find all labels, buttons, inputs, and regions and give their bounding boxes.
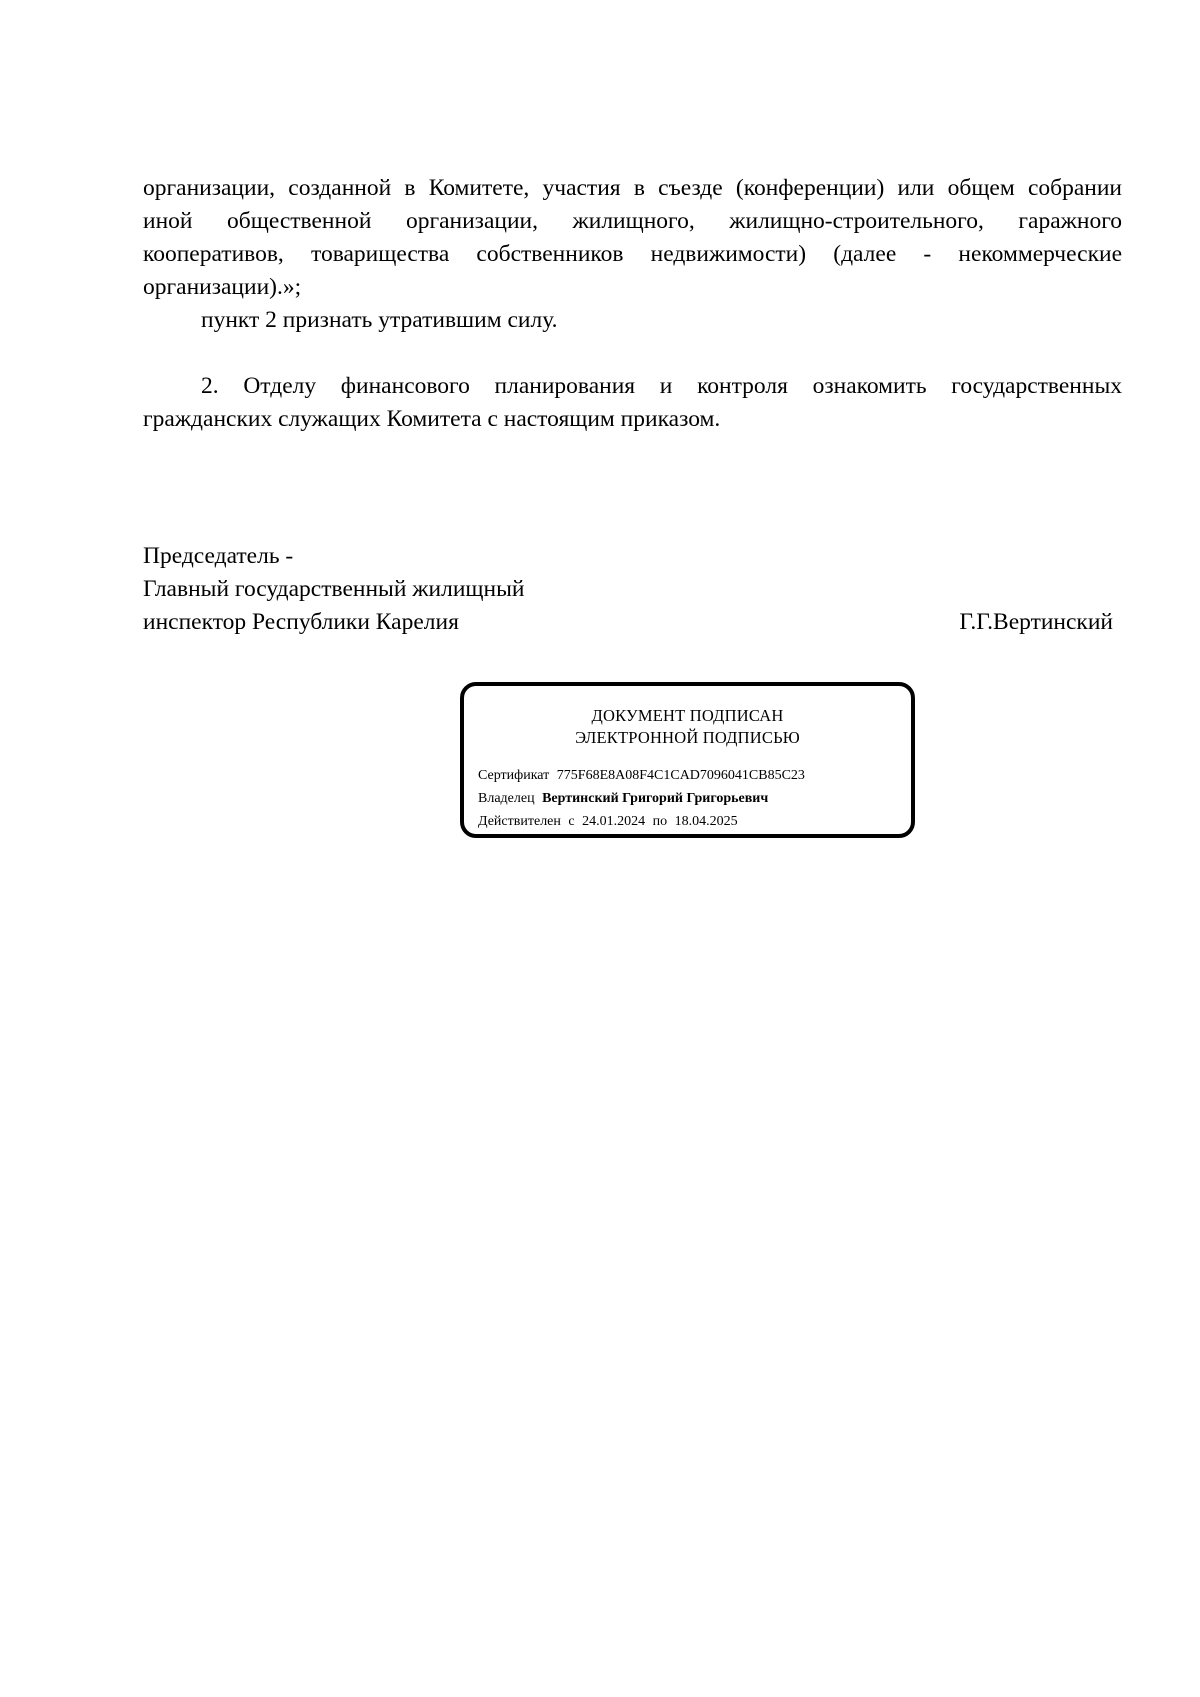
owner-label: Владелец xyxy=(478,791,535,806)
stamp-details xyxy=(478,764,805,833)
text-line: 2. Отделу финансового планирования и контроля ознакомить государственных xyxy=(201,373,1122,399)
signer-position-line: инспектор Республики Карелия xyxy=(143,609,459,635)
certificate-value: 775F68E8A08F4C1CAD7096041CB85C23 xyxy=(556,768,805,783)
signer-name: Г.Г.Вертинский xyxy=(959,609,1113,635)
stamp-heading-line: ДОКУМЕНТ ПОДПИСАН xyxy=(591,706,784,725)
validity-from: 24.01.2024 xyxy=(582,814,646,829)
text-line: гражданских служащих Комитета с настоящим приказом. xyxy=(143,406,721,432)
paragraph-item-2 xyxy=(143,370,1122,436)
signature-block xyxy=(143,540,1113,639)
text-line: организации).»; xyxy=(143,274,302,300)
text-line: организации, созданной в Комитете, участия в съезде (конференции) или общем собрании xyxy=(143,175,1122,201)
signer-position-line: Председатель - xyxy=(143,543,294,569)
signer-position-line: Главный государственный жилищный xyxy=(143,576,525,602)
certificate-row xyxy=(478,764,805,787)
validity-from-label: с xyxy=(568,814,575,829)
owner-row xyxy=(478,787,805,810)
paragraph-continuation xyxy=(143,172,1122,304)
text-line: кооперативов, товарищества собственников недвижимости) (далее - некоммерческие xyxy=(143,241,1122,267)
owner-value: Вертинский Григорий Григорьевич xyxy=(542,791,769,806)
electronic-signature-stamp xyxy=(460,682,915,838)
validity-label: Действителен xyxy=(478,814,561,829)
paragraph-point-2: пункт 2 признать утратившим силу. xyxy=(201,307,558,333)
validity-to-label: по xyxy=(652,814,668,829)
validity-to: 18.04.2025 xyxy=(674,814,738,829)
certificate-label: Сертификат xyxy=(478,768,550,783)
validity-row xyxy=(478,810,805,833)
stamp-heading-line: ЭЛЕКТРОННОЙ ПОДПИСЬЮ xyxy=(575,728,800,747)
stamp-heading xyxy=(464,705,911,749)
text-line: иной общественной организации, жилищного, жилищно-строительного, гаражного xyxy=(143,208,1122,234)
